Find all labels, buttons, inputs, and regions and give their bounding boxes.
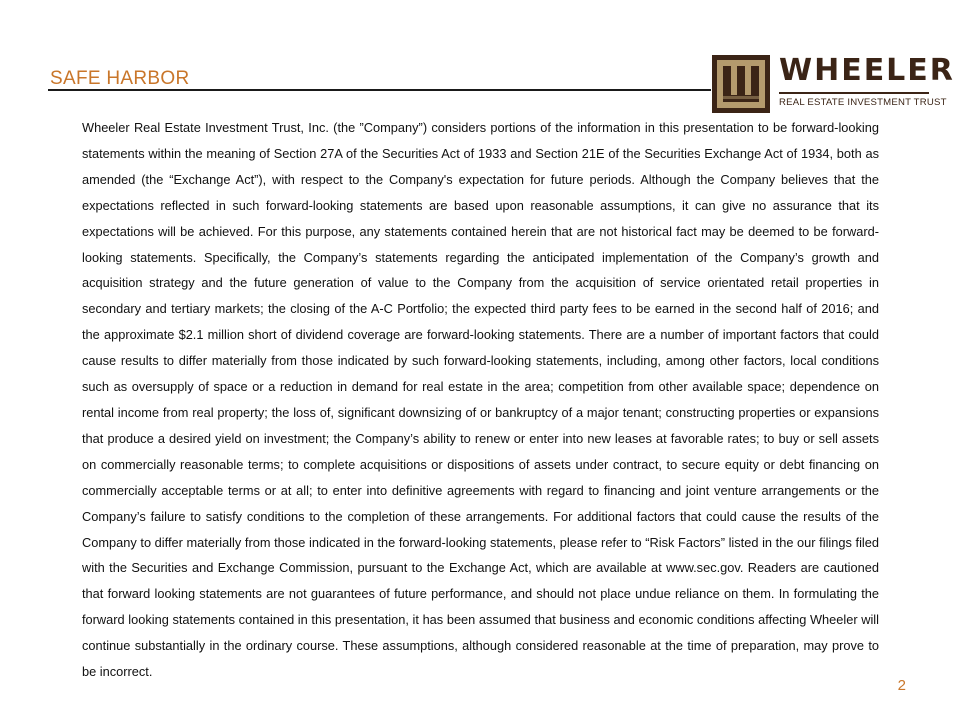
- logo-wordmark: WHEELER: [779, 53, 955, 88]
- logo-divider: [779, 92, 929, 94]
- title-underline: [48, 89, 711, 91]
- logo-tagline: REAL ESTATE INVESTMENT TRUST: [779, 97, 947, 108]
- slide-title: SAFE HARBOR: [50, 68, 190, 89]
- page-number: 2: [897, 677, 906, 694]
- wheeler-w-mark-icon: [712, 55, 770, 113]
- wheeler-logo: [712, 52, 955, 114]
- disclaimer-paragraph: Wheeler Real Estate Investment Trust, Inc. (the ”Company”) considers portions of the information in this presentation to be forward-looking statements within the meaning of Section 27A of the Securities Act of 1933 and Section 21E of the Securities Exchange Act of 1934, both as amended (the “Exchange Act”), with respect to the Company's expectation for future periods. Although the Company believes that the expectations reflected in such forward-looking statements are based upon reasonable assumptions, it can give no assurance that its expectations will be achieved. For this purpose, any statements contained herein that are not historical fact may be deemed to be forward-looking statements. Specifically, the Company’s statements regarding the anticipated implementation of the Company’s growth and acquisition strategy and the future generation of value to the Company from the acquisition of service orientated retail properties in secondary and tertiary markets; the closing of the A-C Portfolio; the expected third party fees to be earned in the second half of 2016; and the approximate $2.1 million short of dividend coverage are forward-looking statements. There are a number of important factors that could cause results to differ materially from those indicated by such forward-looking statements, including, among other factors, local conditions such as oversupply of space or a reduction in demand for real estate in the area; competition from other available space; dependence on rental income from real property; the loss of, significant downsizing of or bankruptcy of a major tenant; constructing properties or expansions that produce a desired yield on investment; the Company’s ability to renew or enter into new leases at favorable rates; to buy or sell assets on commercially reasonable terms; to complete acquisitions or dispositions of assets under contract, to secure equity or debt financing on commercially acceptable terms or at all; to enter into definitive agreements with regard to financing and joint venture arrangements or the Company’s failure to satisfy conditions to the completion of these arrangements. For additional factors that could cause the results of the Company to differ materially from those indicated in the forward-looking statements, please refer to “Risk Factors” listed in the our filings filed with the Securities and Exchange Commission, pursuant to the Exchange Act, which are available at www.sec.gov. Readers are cautioned that forward looking statements are not guarantees of future performance, and should not place undue reliance on them. In formulating the forward looking statements contained in this presentation, it has been assumed that business and economic conditions affecting Wheeler will continue substantially in the ordinary course. These assumptions, although considered reasonable at the time of preparation, may prove to be incorrect.: [82, 120, 879, 680]
